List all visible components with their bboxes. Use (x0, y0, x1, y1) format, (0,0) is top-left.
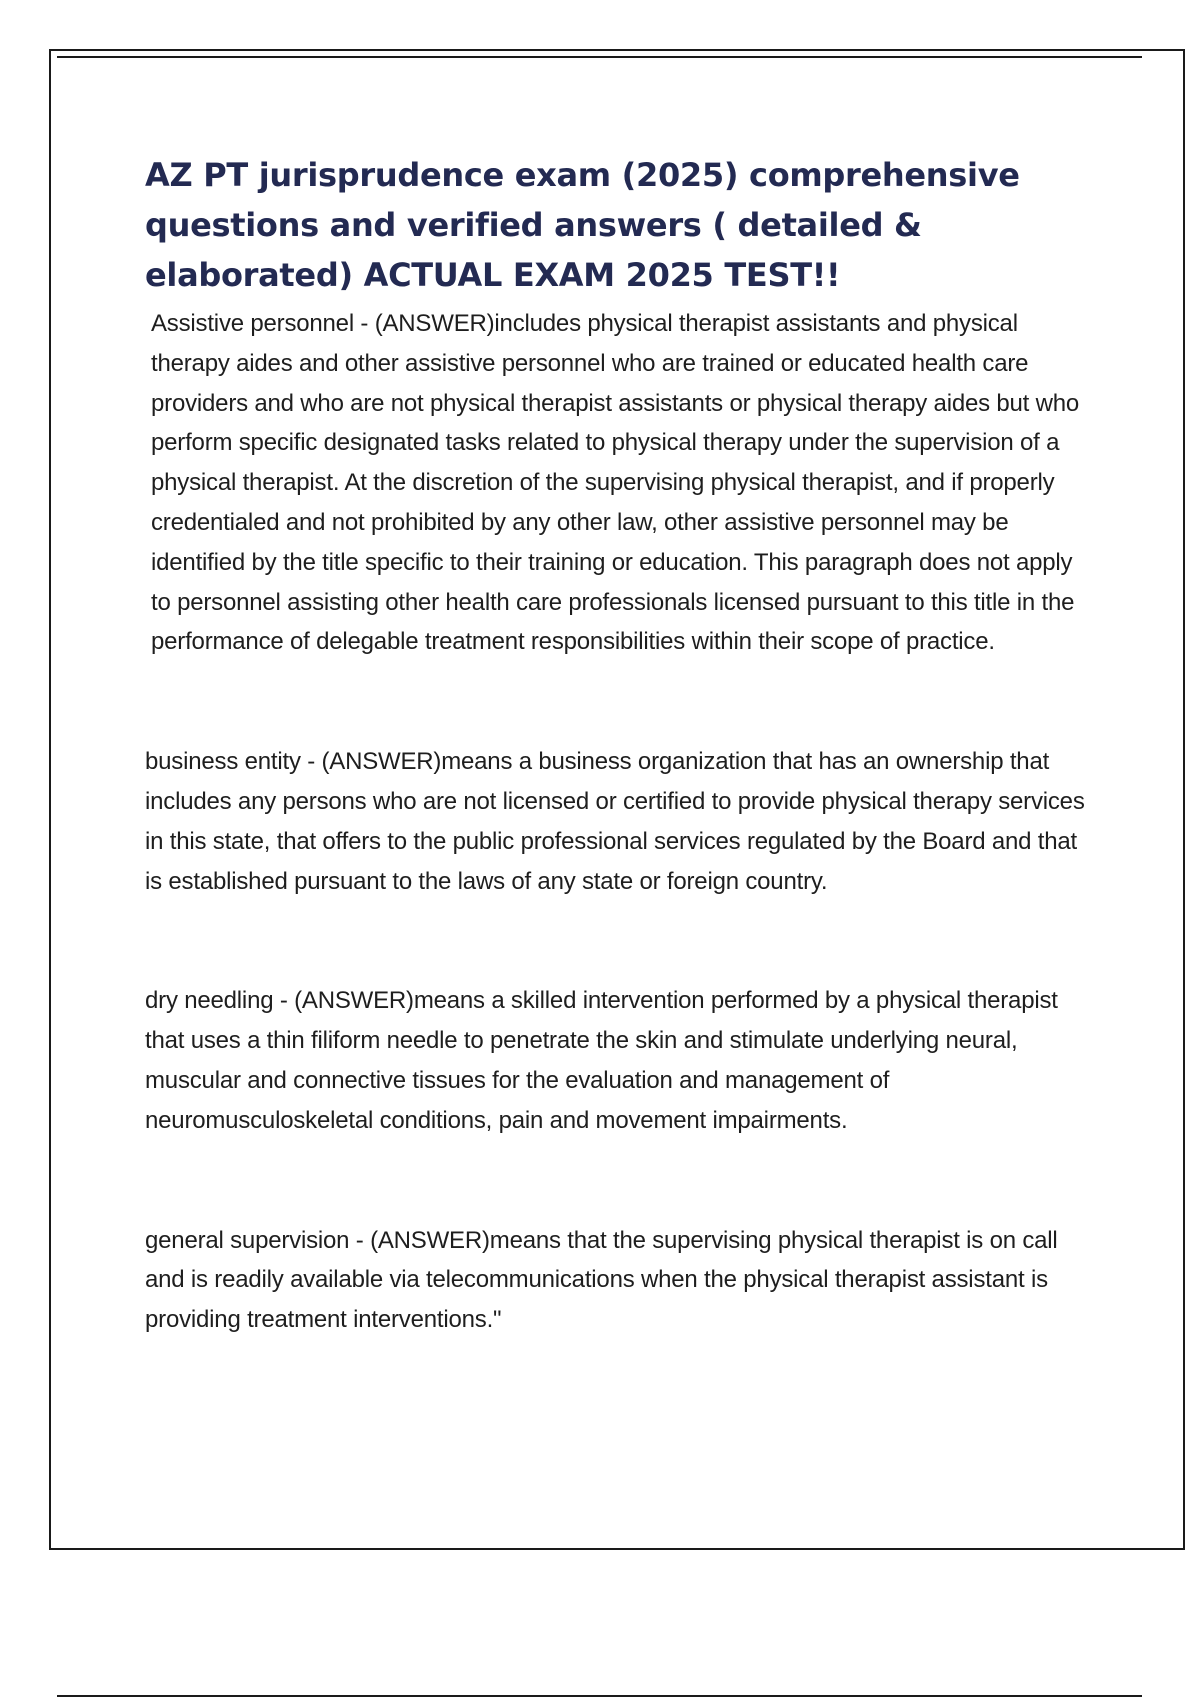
definition-term: Assistive personnel - (151, 310, 375, 337)
bottom-rule-line (57, 1695, 1142, 1697)
definition-answer: (ANSWER)includes physical therapist assistants and physical therapy aides and other assistive personnel who are trained or educated health care providers and who are not physical therapist assistants or physical therapy aides but who perform specific designated tasks related to physical therapy under the supervision of a physical therapist. At the discretion of the supervising physical therapist, and if properly credentialed and not prohibited by any other law, other assistive personnel may be identified by the title specific to their training or education. This paragraph does not apply to personnel assisting other health care professionals licensed pursuant to this title in the performance of delegable treatment responsibilities within their scope of practice. (151, 310, 1080, 656)
definition-entry (145, 742, 1095, 901)
definition-term: general supervision - (145, 1226, 371, 1254)
definition-answer: (ANSWER)means a business organization that has an ownership that includes any persons who are not licensed or certified to provide physical therapy services in this state, that offers to the public professional services regulated by the Board and that is established pursuant to the laws of any state or foreign country. (145, 748, 1085, 895)
definition-answer: (ANSWER)means that the supervising physical therapist is on call and is readily available via telecommunications when the physical therapist assistant is providing treatment interventions." (145, 1226, 1058, 1334)
top-rule-line (57, 56, 1142, 58)
document-content (145, 150, 1095, 1340)
document-title: AZ PT jurisprudence exam (2025) comprehensive questions and verified answers ( detailed & elaborated) ACTUAL EXAM 2025 TEST!! (145, 156, 1020, 294)
definition-answer: (ANSWER)means a skilled intervention performed by a physical therapist that uses a thin filiform needle to penetrate the skin and stimulate underlying neural, muscular and connective tissues for the evaluation and management of neuromusculoskeletal conditions, pain and movement impairments. (145, 987, 1058, 1134)
definition-entry (145, 981, 1095, 1140)
definition-term: dry needling - (145, 987, 295, 1015)
definition-entry (145, 304, 1095, 662)
definition-entry (145, 1221, 1095, 1340)
definition-term: business entity - (145, 748, 322, 776)
